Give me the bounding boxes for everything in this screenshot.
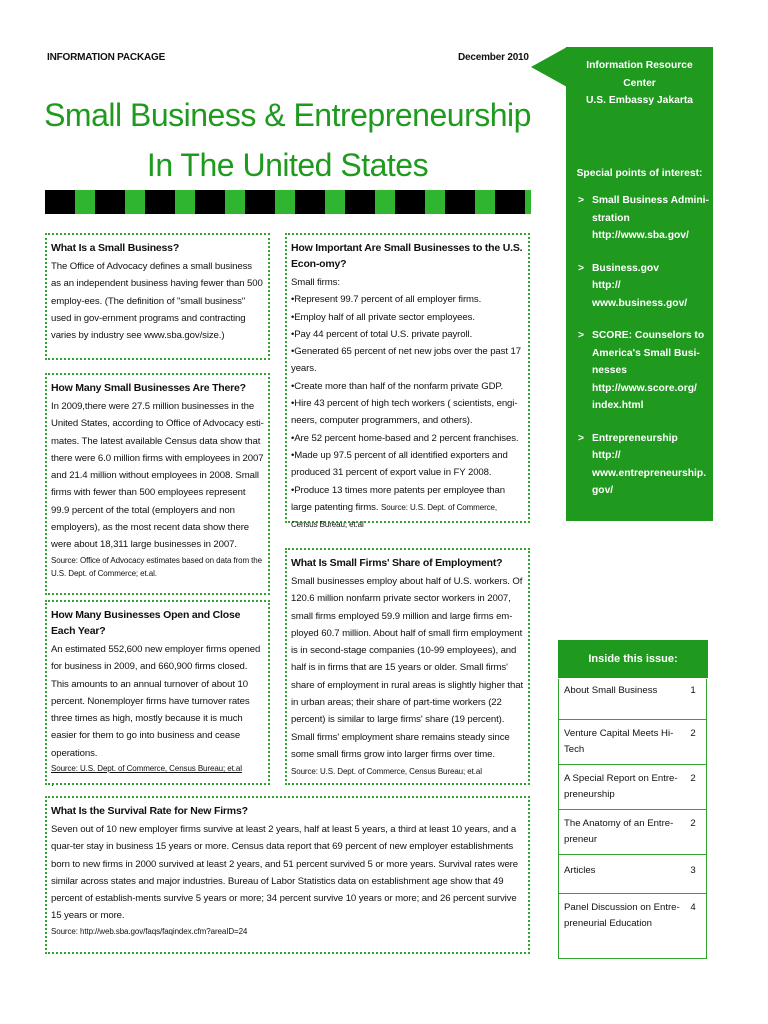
decorative-stripe-bar (45, 190, 531, 214)
section-intro: Small firms: (291, 277, 340, 288)
section-heading: What Is a Small Business? (51, 242, 180, 254)
inside-item-title: About Small Business (564, 685, 658, 696)
poi-link-entrepreneurship[interactable] (566, 430, 713, 500)
link-line: Small Business Admini- (592, 195, 709, 206)
section-trailer: . (51, 778, 54, 790)
bullet-text: •Produce 13 times more patents per employee than large patenting firms. (291, 484, 506, 513)
section-source: Source: U.S. Dept. of Commerce, Census Bureau; et.al (291, 502, 498, 530)
inside-item[interactable] (558, 894, 707, 959)
poi-link-business-gov[interactable] (566, 260, 713, 313)
section-body: The Office of Advocacy defines a small business as an independent business having fewer than 500 employ-ees. (The definition of "small business" used in gov-ernment programs and contracting varies by industry see www.sba.gov/size.) (51, 261, 263, 342)
link-url[interactable]: http://www.score.org/ (592, 382, 697, 394)
poi-list (566, 192, 713, 500)
poi-heading: Special points of interest: (576, 167, 703, 179)
section-open-close (45, 600, 270, 790)
inside-item-page: 1 (690, 685, 696, 696)
inside-item[interactable] (558, 855, 707, 894)
arrow-icon: > (578, 195, 585, 206)
bullet-item (291, 482, 524, 534)
inside-item-title: Articles (564, 865, 596, 876)
inside-heading: Inside this issue: (558, 640, 708, 678)
section-heading: How Important Are Small Businesses to the U.S. Econ-omy? (291, 242, 523, 270)
link-url[interactable]: http:// (592, 450, 621, 461)
page-title (40, 90, 535, 190)
section-heading: How Many Businesses Open and Close Each Year? (51, 609, 241, 637)
link-line: SCORE: Counselors to (592, 330, 705, 341)
section-body-text: Small businesses employ about half of U.S. workers. Of 120.6 million nonfarm private sector workers in 2007, small firms employed 59.9 million and large firms em-ployed 60.7 million. About half of small firm employment is in second-stage companies (10-99 employees), and half is in firms that are 15 years or older. Small firms' share of employment in rural areas is slightly higher that in urban areas; their share of part-time workers (22 percent) is similar to large firms' share (19 percent). Small firms' employment share remains steady since some small firms grow into larger firms over time. (291, 576, 524, 760)
section-important (285, 233, 530, 530)
bullet-item: •Employ half of all private sector employees. (291, 311, 475, 323)
section-heading: What Is the Survival Rate for New Firms? (51, 805, 248, 817)
section-what-is (45, 233, 270, 360)
inside-item[interactable] (558, 720, 707, 765)
section-body: An estimated 552,600 new employer firms opened for business in 2009, and 660,900 firms closed. This amounts to an annual turnover of about 10 percent. Nonemployer firms have turnover rates three times as high, mostly because it is much easier for them to go into business and cease operations. (51, 644, 261, 759)
link-url[interactable]: http:// (592, 280, 621, 291)
section-source: Source: http://web.sba.gov/faqs/faqindex.cfm?areaID=24 (51, 926, 248, 936)
issue-date: December 2010 (458, 52, 529, 63)
link-url[interactable]: http://www.sba.gov/ (592, 230, 689, 241)
sidebar (566, 47, 713, 521)
section-body: In 2009,there were 27.5 million businesses in the United States, according to Office of Advocacy esti-mates. The latest available Census data show that there were 6.0 million firms with employees in 2007 and 21.4 million without employees in 2008. Small firms with fewer than 500 employees represent 99.9 percent of the total (employers and non employers), as the most recent data show there were about 18,311 large businesses in 2007. (51, 401, 264, 551)
link-line: Business.gov (592, 262, 659, 274)
section-survival (45, 796, 530, 954)
org-line: U.S. Embassy Jakarta (585, 95, 694, 106)
link-url[interactable]: www.entrepreneurship. (592, 467, 707, 479)
inside-list (558, 679, 707, 959)
poi-link-score[interactable] (566, 327, 713, 415)
inside-item-title: Venture Capital Meets Hi-Tech (564, 728, 674, 755)
bullet-item: •Pay 44 percent of total U.S. private payroll. (291, 328, 473, 340)
inside-item[interactable] (558, 765, 707, 810)
section-heading: What Is Small Firms' Share of Employment? (291, 557, 503, 569)
package-label: INFORMATION PACKAGE (47, 52, 166, 63)
title-line-1: Small Business & Entrepreneurship (44, 97, 531, 133)
bullet-item: •Are 52 percent home-based and 2 percent franchises. (291, 432, 519, 444)
arrow-icon: > (578, 432, 585, 444)
bullet-item: •Made up 97.5 percent of all identified exporters and produced 31 percent of export value in FY 2008. (291, 449, 508, 479)
inside-item-page: 2 (690, 818, 696, 829)
link-line: Entrepreneurship (592, 432, 678, 444)
inside-item-page: 2 (690, 773, 696, 784)
inside-item-page: 3 (690, 865, 696, 876)
inside-item[interactable] (558, 810, 707, 855)
section-source: Source: U.S. Dept. of Commerce, Census Bureau; et.al (51, 764, 242, 774)
bullet-item: •Hire 43 percent of high tech workers ( scientists, engi-neers, computer programmers, and others). (291, 398, 518, 427)
poi-link-sba[interactable] (566, 192, 713, 245)
link-url[interactable]: index.html (592, 400, 644, 411)
section-source: Source: U.S. Dept. of Commerce, Census Bureau; et.al (291, 767, 482, 777)
inside-item-page: 2 (690, 728, 696, 739)
bullet-list (291, 291, 524, 533)
org-block (566, 57, 713, 110)
link-line: stration (592, 212, 630, 224)
section-how-many (45, 373, 270, 595)
inside-item-title: A Special Report on Entre-preneurship (564, 773, 678, 800)
title-line-2: In The United States (146, 147, 429, 183)
arrow-icon: > (578, 330, 585, 341)
bullet-item: •Represent 99.7 percent of all employer firms. (291, 294, 482, 306)
section-employment (285, 548, 530, 785)
sidebar-notch (531, 47, 567, 87)
link-url[interactable]: gov/ (592, 485, 614, 496)
inside-item-page: 4 (690, 902, 696, 913)
inside-item-title: Panel Discussion on Entre-preneurial Education (564, 902, 680, 929)
section-body (291, 573, 524, 781)
section-body: Seven out of 10 new employer firms survive at least 2 years, half at least 5 years, a third at least 10 years, and a quar-ter stay in business 15 years or more. Census data report that 69 percent of new employer establishments born to new firms in 2000 survived at least 2 years, and 51 percent survived 5 or more years. Survival rates were similar across states and major industries. Bureau of Labor Statistics data on establishment age show that 49 percent of establish-ments survive 5 years or more; 34 percent survive 10 years or more; and 26 percent survive 15 years or more. (51, 824, 519, 922)
section-heading: How Many Small Businesses Are There? (51, 382, 246, 394)
org-line: Information Resource (586, 60, 693, 71)
link-line: nesses (592, 365, 627, 376)
link-line: America's Small Busi- (592, 347, 700, 359)
link-url[interactable]: www.business.gov/ (592, 297, 688, 309)
org-line: Center (623, 77, 656, 89)
bullet-item: •Generated 65 percent of net new jobs over the past 17 years. (291, 346, 521, 375)
inside-item[interactable] (558, 679, 707, 720)
section-source: Source: Office of Advocacy estimates based on data from the U.S. Dept. of Commerce; et.al. (51, 555, 262, 578)
bullet-item: •Create more than half of the nonfarm private GDP. (291, 380, 504, 392)
inside-item-title: The Anatomy of an Entre-preneur (564, 818, 674, 845)
arrow-icon: > (578, 262, 585, 274)
